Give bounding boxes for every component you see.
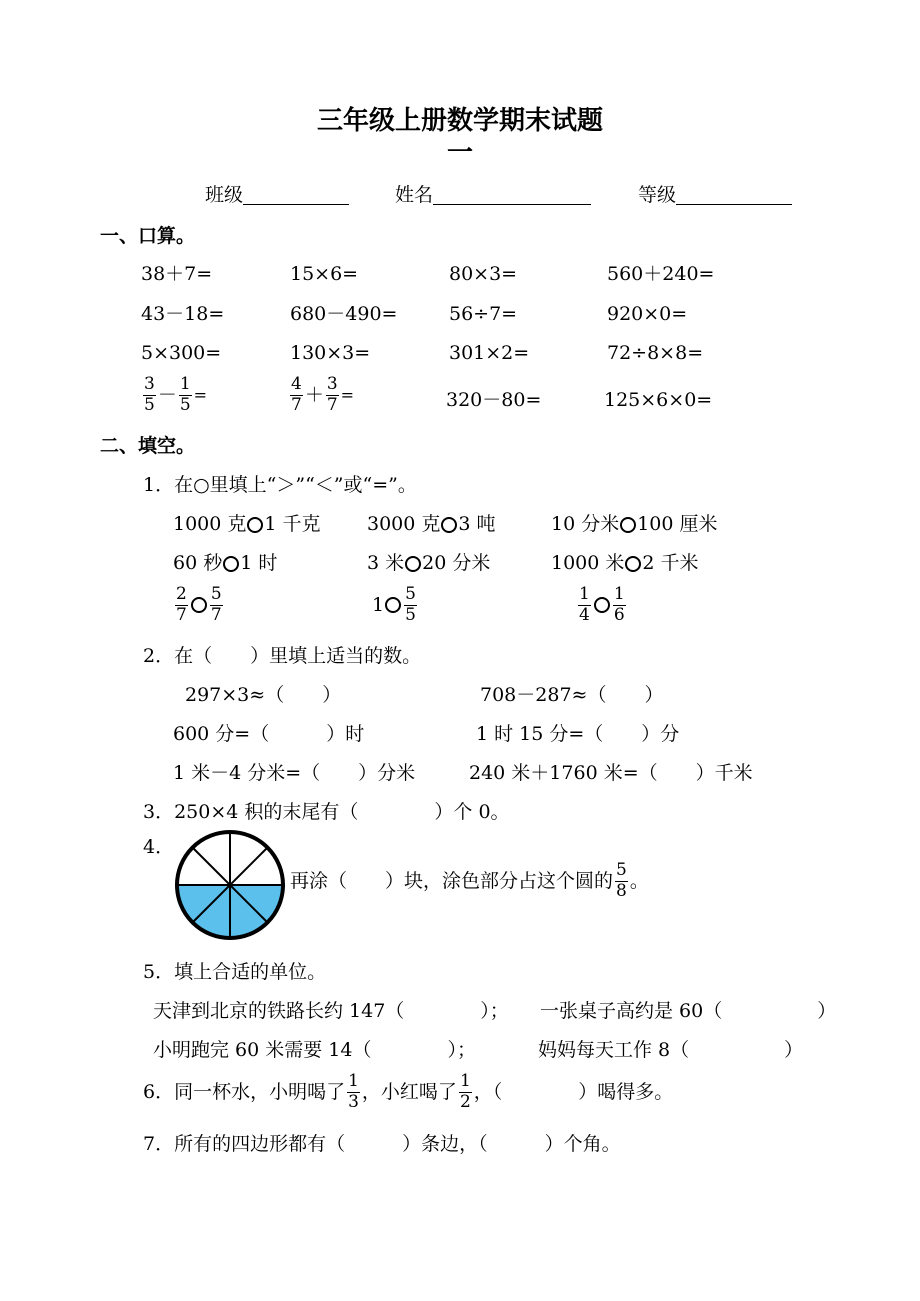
compare-circle[interactable] <box>385 597 401 613</box>
class-label: 班级 <box>205 184 244 206</box>
q7-text[interactable]: 7．所有的四边形都有（ ）条边，（ ）个角。 <box>143 1133 621 1155</box>
compare-item: 60 秒 1 时 <box>173 552 278 574</box>
fraction: $\frac{5}{7}$ <box>210 584 222 625</box>
fraction: $\frac{2}{7}$ <box>176 584 187 625</box>
q4-text: 再涂（ ）块，涂色部分占这个圆的 $\frac{5}{8}$ 。 <box>290 860 649 901</box>
page-title: 三年级上册数学期末试题 <box>316 106 603 136</box>
calc-item: 43－18= <box>141 303 225 325</box>
calc-item: 560＋240= <box>607 263 715 285</box>
unit-item[interactable]: 一张桌子高约是 60（ ） <box>540 1000 837 1022</box>
fraction: $\frac{3}{5}$ <box>144 374 155 415</box>
fill-item[interactable]: 297×3≈（ ） <box>185 684 342 706</box>
grade-field <box>638 186 792 205</box>
fraction: $\frac{4}{7}$ <box>291 374 302 415</box>
compare-circle[interactable] <box>191 597 207 613</box>
fraction: $\frac{1}{4}$ <box>579 584 590 625</box>
class-field <box>205 186 349 205</box>
calc-item: 56÷7= <box>449 303 518 325</box>
name-blank[interactable] <box>433 187 591 205</box>
fill-item[interactable]: 600 分=（ ）时 <box>173 723 365 745</box>
unit-item[interactable]: 天津到北京的铁路长约 147（ ）； <box>153 1000 509 1022</box>
fill-item[interactable]: 1 米－4 分米=（ ）分米 <box>173 762 416 784</box>
calc-item: 72÷8×8= <box>607 342 704 364</box>
fill-item[interactable]: 708－287≈（ ） <box>480 684 664 706</box>
compare-item: 1000 克 1 千克 <box>173 513 321 535</box>
calc-item: 15×6= <box>290 263 359 285</box>
calc-item: 301×2= <box>449 342 530 364</box>
fraction: $\frac{1}{6}$ <box>613 584 625 625</box>
unit-item[interactable]: 小明跑完 60 米需要 14（ ）； <box>153 1039 476 1061</box>
calc-item: 920×0= <box>607 303 688 325</box>
fraction: $\frac{1}{3}$ <box>348 1071 359 1112</box>
calc-item: 130×3= <box>290 342 371 364</box>
pie-circle-figure <box>174 829 286 941</box>
q2-prompt: 2．在（ ）里填上适当的数。 <box>143 645 422 667</box>
compare-circle[interactable] <box>247 517 263 533</box>
calc-item: 320－80= <box>446 389 542 411</box>
compare-circle[interactable] <box>405 556 421 572</box>
fraction: $\frac{5}{5}$ <box>405 584 416 625</box>
compare-item: 3 米 20 分米 <box>367 552 491 574</box>
page-title-sub: 一 <box>446 138 473 168</box>
fraction: $\frac{1}{2}$ <box>459 1071 471 1112</box>
compare-item: 3000 克 3 吨 <box>367 513 496 535</box>
fraction: $\frac{5}{8}$ <box>616 860 627 901</box>
grade-blank[interactable] <box>676 187 792 205</box>
compare-fraction-item <box>576 586 628 625</box>
compare-circle[interactable] <box>594 597 610 613</box>
calc-fraction-1: $\frac{3}{5}$ － $\frac{1}{5}$ = <box>144 374 208 415</box>
compare-circle[interactable] <box>625 556 641 572</box>
calc-fraction-2: $\frac{4}{7}$ ＋ $\frac{3}{7}$ = <box>291 374 355 415</box>
section1-heading: 一、口算。 <box>100 225 196 247</box>
calc-item: 680－490= <box>290 303 398 325</box>
unit-item[interactable]: 妈妈每天工作 8（ ） <box>538 1039 804 1061</box>
q5-prompt: 5．填上合适的单位。 <box>143 961 327 983</box>
q3-text[interactable]: 3．250×4 积的末尾有（ ）个 0。 <box>143 801 510 823</box>
grade-label: 等级 <box>638 184 677 206</box>
fill-item[interactable]: 240 米＋1760 米=（ ）千米 <box>469 762 753 784</box>
q6-text[interactable]: 6．同一杯水，小明喝了 $\frac{1}{3}$ ，小红喝了 $\frac{1}{2}$ ，（ ）喝得多。 <box>143 1071 674 1112</box>
fraction: $\frac{1}{5}$ <box>179 374 191 415</box>
name-field <box>395 186 591 205</box>
compare-item: 10 分米 100 厘米 <box>551 513 718 535</box>
q4-number: 4． <box>143 836 175 858</box>
compare-fraction-item: 1 $\frac{5}{5}$ <box>372 584 416 625</box>
fill-item[interactable]: 1 时 15 分=（ ）分 <box>476 723 680 745</box>
compare-fraction-item <box>173 586 225 625</box>
compare-circle[interactable] <box>223 556 239 572</box>
section2-heading: 二、填空。 <box>100 435 196 457</box>
calc-item: 38＋7= <box>141 263 213 285</box>
compare-circle[interactable] <box>620 517 636 533</box>
calc-item: 5×300= <box>141 342 222 364</box>
calc-item: 80×3= <box>449 263 518 285</box>
fraction: $\frac{3}{7}$ <box>326 374 338 415</box>
calc-item: 125×6×0= <box>604 389 713 411</box>
compare-circle[interactable] <box>441 517 457 533</box>
q1-prompt: 1．在○里填上“＞”“＜”或“=”。 <box>143 474 417 496</box>
compare-item: 1000 米 2 千米 <box>551 552 699 574</box>
name-label: 姓名 <box>395 184 434 206</box>
class-blank[interactable] <box>243 187 349 205</box>
